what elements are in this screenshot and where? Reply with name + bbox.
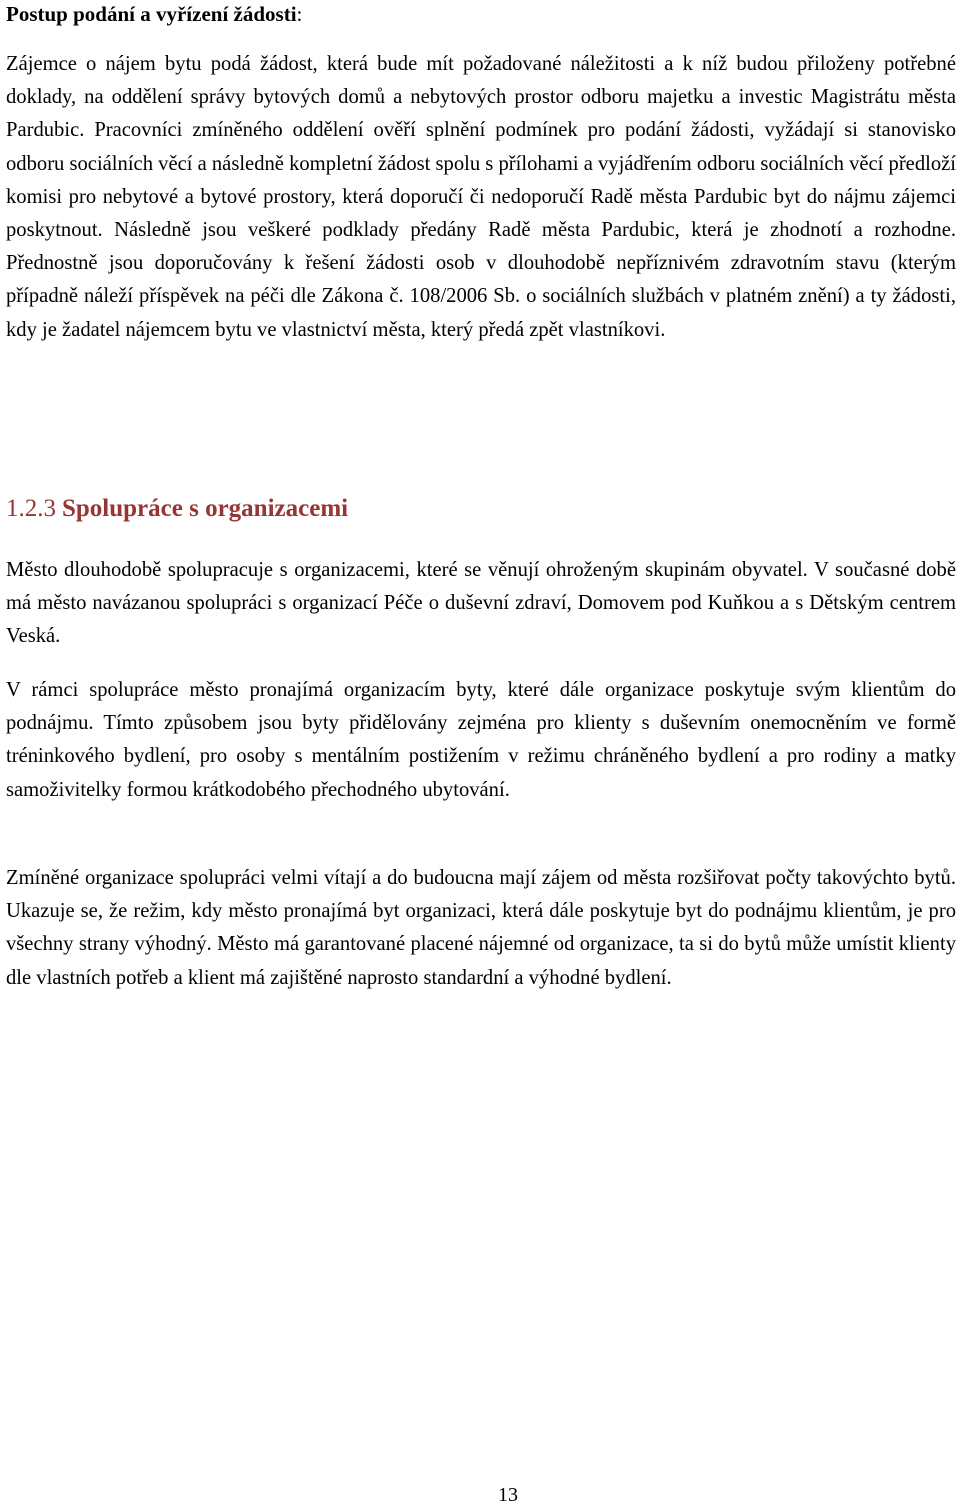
cooperation-paragraph-1: Město dlouhodobě spolupracuje s organizacemi, které se věnují ohroženým skupinám obyvatel. V současné době má město navázanou spolupráci s organizací Péče o duševní zdraví, Domovem pod Kuňkou a s Dětským centrem Veská. — [6, 559, 956, 648]
cooperation-paragraph-2: V rámci spolupráce město pronajímá organizacím byty, které dále organizace poskytuje svým klientům do podnájmu. Tímto způsobem jsou byty přidělovány zejména pro klienty s duševním onemocněním ve formě tréninkového bydlení, pro osoby s mentálním postižením v režimu chráněného bydlení a pro rodiny a matky samoživitelky formou krátkodobého přechodného ubytování. — [6, 679, 956, 801]
procedure-paragraph: Zájemce o nájem bytu podá žádost, která bude mít požadované náležitosti a k níž budou přiloženy potřebné doklady, na oddělení správy bytových domů a nebytových prostor odboru majetku a investic Magistrátu města Pardubic. Pracovníci zmíněného oddělení ověří splnění podmínek pro podání žádosti, vyžádají si stanovisko odboru sociálních věcí a následně kompletní žádost spolu s přílohami a vyjádřením odboru sociálních věcí předloží komisi pro nebytové a bytové prostory, která doporučí či nedoporučí Radě města Pardubic byt do nájmu zájemci poskytnout. Následně jsou veškeré podklady předány Radě města Pardubic, která je zhodnotí a rozhodne. Přednostně jsou doporučovány k řešení žádosti osob v dlouhodobě nepříznivém zdravotním stavu (kterým případně náleží příspěvek na péči dle Zákona č. 108/2006 Sb. o sociálních službách v platném znění) a ty žádosti, kdy je žadatel nájemcem bytu ve vlastnictví města, který předá zpět vlastníkovi. — [6, 53, 956, 341]
procedure-heading — [6, 2, 302, 26]
procedure-heading-text: Postup podání a vyřízení žádosti — [6, 2, 297, 26]
page-number: 13 — [498, 1484, 518, 1506]
section-title: Spolupráce s organizacemi — [62, 495, 349, 522]
procedure-heading-colon: : — [296, 2, 303, 26]
cooperation-paragraph-3: Zmíněné organizace spolupráci velmi vítají a do budoucna mají zájem od města rozšiřovat počty takovýchto bytů. Ukazuje se, že režim, kdy město pronajímá byt organizaci, která dále poskytuje byt do podnájmu klientům, je pro všechny strany výhodný. Město má garantované placené nájemné od organizace, ta si do bytů může umístit klienty dle vlastních potřeb a klient má zajištěné naprosto standardní a výhodné bydlení. — [6, 867, 956, 989]
section-heading — [6, 492, 348, 526]
section-number: 1.2.3 — [6, 495, 56, 522]
